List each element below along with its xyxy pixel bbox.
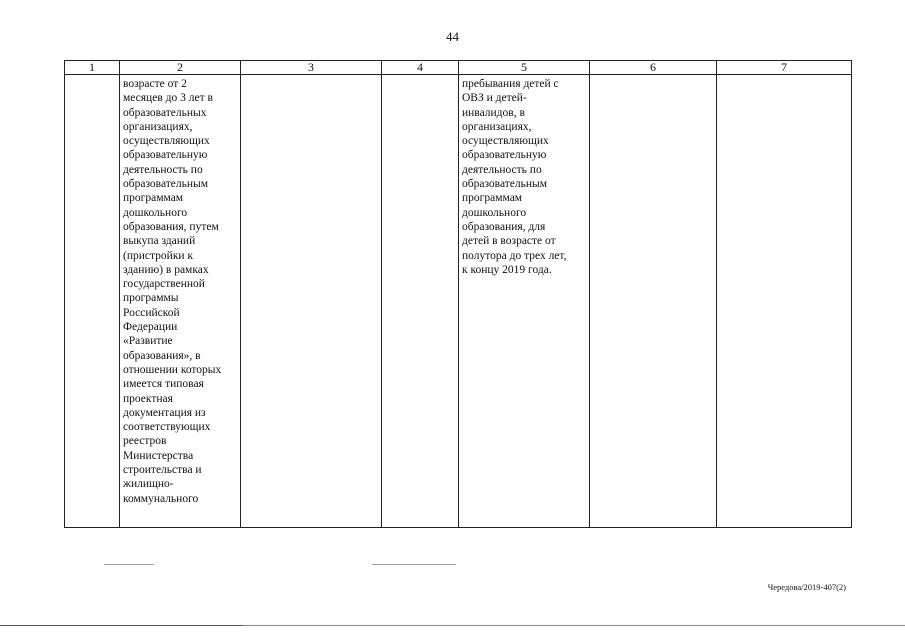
cell-col-2: возрасте от 2 месяцев до 3 лет в образовательных организациях, осуществляющих образовательную деятельность по образовательным программам дошкольного образования, путем выкупа зданий (пристройки к зданию) в рамках государственной программы Российской Федерации «Развитие образования», в отношении которых имеется типовая проектная документация из соответствующих реестров Министерства строительства и жилищно- коммунального	[120, 75, 241, 528]
col-header-2: 2	[120, 61, 241, 75]
bottom-rule-right	[243, 625, 905, 626]
col-header-3: 3	[241, 61, 382, 75]
col-header-1: 1	[65, 61, 120, 75]
col-header-5: 5	[459, 61, 590, 75]
col-header-7: 7	[717, 61, 852, 75]
document-code: Чередова/2019-407(2)	[767, 582, 846, 592]
bottom-rule-left	[0, 625, 243, 626]
cell-col-6	[590, 75, 717, 528]
scan-artifact-center	[372, 564, 456, 565]
cell-col-1	[65, 75, 120, 528]
scan-artifact-left	[104, 564, 154, 565]
col-header-4: 4	[382, 61, 459, 75]
cell-col-4	[382, 75, 459, 528]
page-number: 44	[446, 29, 459, 44]
data-table	[64, 60, 852, 528]
table-row	[65, 75, 852, 528]
col-header-6: 6	[590, 61, 717, 75]
header-row	[65, 61, 852, 75]
cell-col-5: пребывания детей с ОВЗ и детей- инвалидов, в организациях, осуществляющих образовательную деятельность по образовательным программам дошкольного образования, для детей в возрасте от полутора до трех лет, к концу 2019 года.	[459, 75, 590, 528]
cell-col-3	[241, 75, 382, 528]
cell-col-7	[717, 75, 852, 528]
